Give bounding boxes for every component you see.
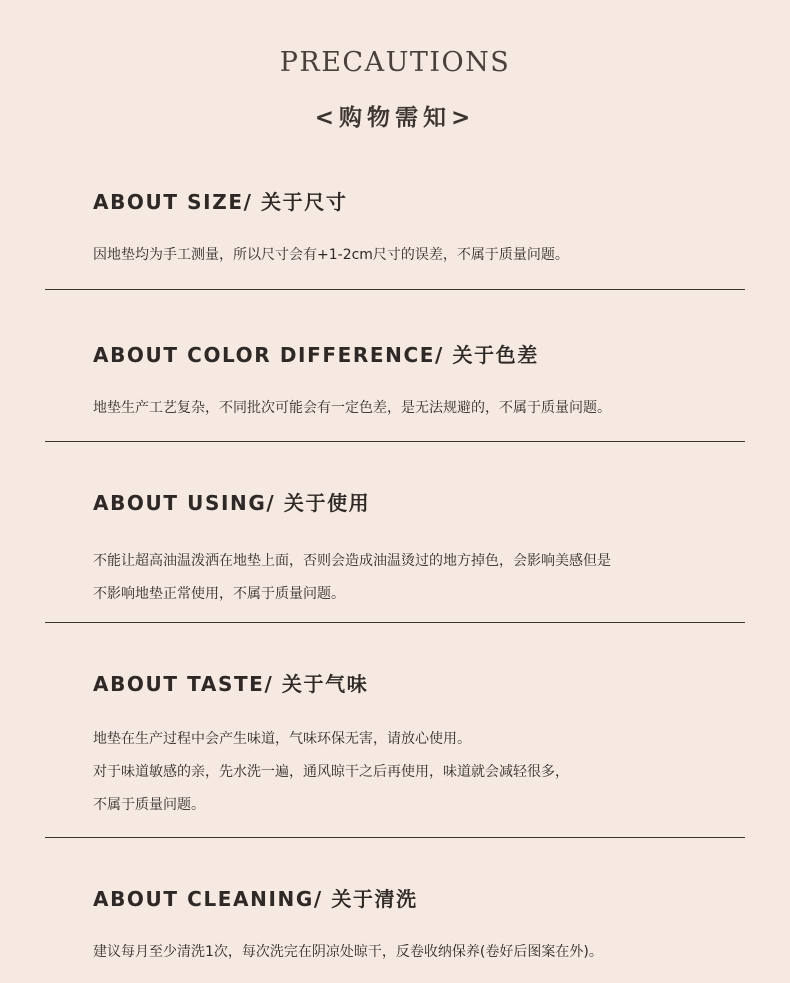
page-title-zh: <购物需知> bbox=[314, 105, 476, 131]
section-taste-line: 对于味道敏感的亲，先水洗一遍，通风晾干之后再使用，味道就会减轻很多， bbox=[93, 764, 569, 780]
section-size bbox=[93, 186, 733, 272]
section-taste-heading: ABOUT TASTE/ 关于气味 bbox=[93, 672, 369, 696]
section-using-line: 不影响地垫正常使用，不属于质量问题。 bbox=[93, 586, 345, 602]
section-taste-line: 不属于质量问题。 bbox=[93, 797, 205, 813]
page-title-en: PRECAUTIONS bbox=[279, 47, 511, 78]
section-divider bbox=[45, 441, 745, 442]
section-cleaning-line: 建议每月至少清洗1次，每次洗完在阴凉处晾干，反卷收纳保养(卷好后图案在外)。 bbox=[93, 944, 603, 960]
section-cleaning-heading: ABOUT CLEANING/ 关于清洗 bbox=[93, 887, 418, 911]
section-divider bbox=[45, 622, 745, 623]
section-divider bbox=[45, 837, 745, 838]
section-using bbox=[93, 487, 733, 611]
section-divider bbox=[45, 289, 745, 290]
section-cleaning bbox=[93, 883, 733, 969]
section-taste-body bbox=[93, 723, 733, 822]
section-using-line: 不能让超高油温泼洒在地垫上面，否则会造成油温烫过的地方掉色，会影响美感但是 bbox=[93, 553, 611, 569]
section-using-heading: ABOUT USING/ 关于使用 bbox=[93, 491, 371, 515]
section-size-heading: ABOUT SIZE/ 关于尺寸 bbox=[93, 190, 348, 214]
section-size-body bbox=[93, 239, 733, 272]
section-color-difference-body bbox=[93, 392, 733, 425]
section-size-line: 因地垫均为手工测量，所以尺寸会有+1-2cm尺寸的误差，不属于质量问题。 bbox=[93, 247, 569, 263]
section-taste-line: 地垫在生产过程中会产生味道，气味环保无害，请放心使用。 bbox=[93, 731, 471, 747]
section-color-difference-line: 地垫生产工艺复杂，不同批次可能会有一定色差，是无法规避的，不属于质量问题。 bbox=[93, 400, 611, 416]
section-color-difference-heading: ABOUT COLOR DIFFERENCE/ 关于色差 bbox=[93, 343, 539, 367]
section-taste bbox=[93, 668, 733, 822]
section-using-body bbox=[93, 545, 733, 611]
section-cleaning-body bbox=[93, 936, 733, 969]
section-color-difference bbox=[93, 339, 733, 425]
